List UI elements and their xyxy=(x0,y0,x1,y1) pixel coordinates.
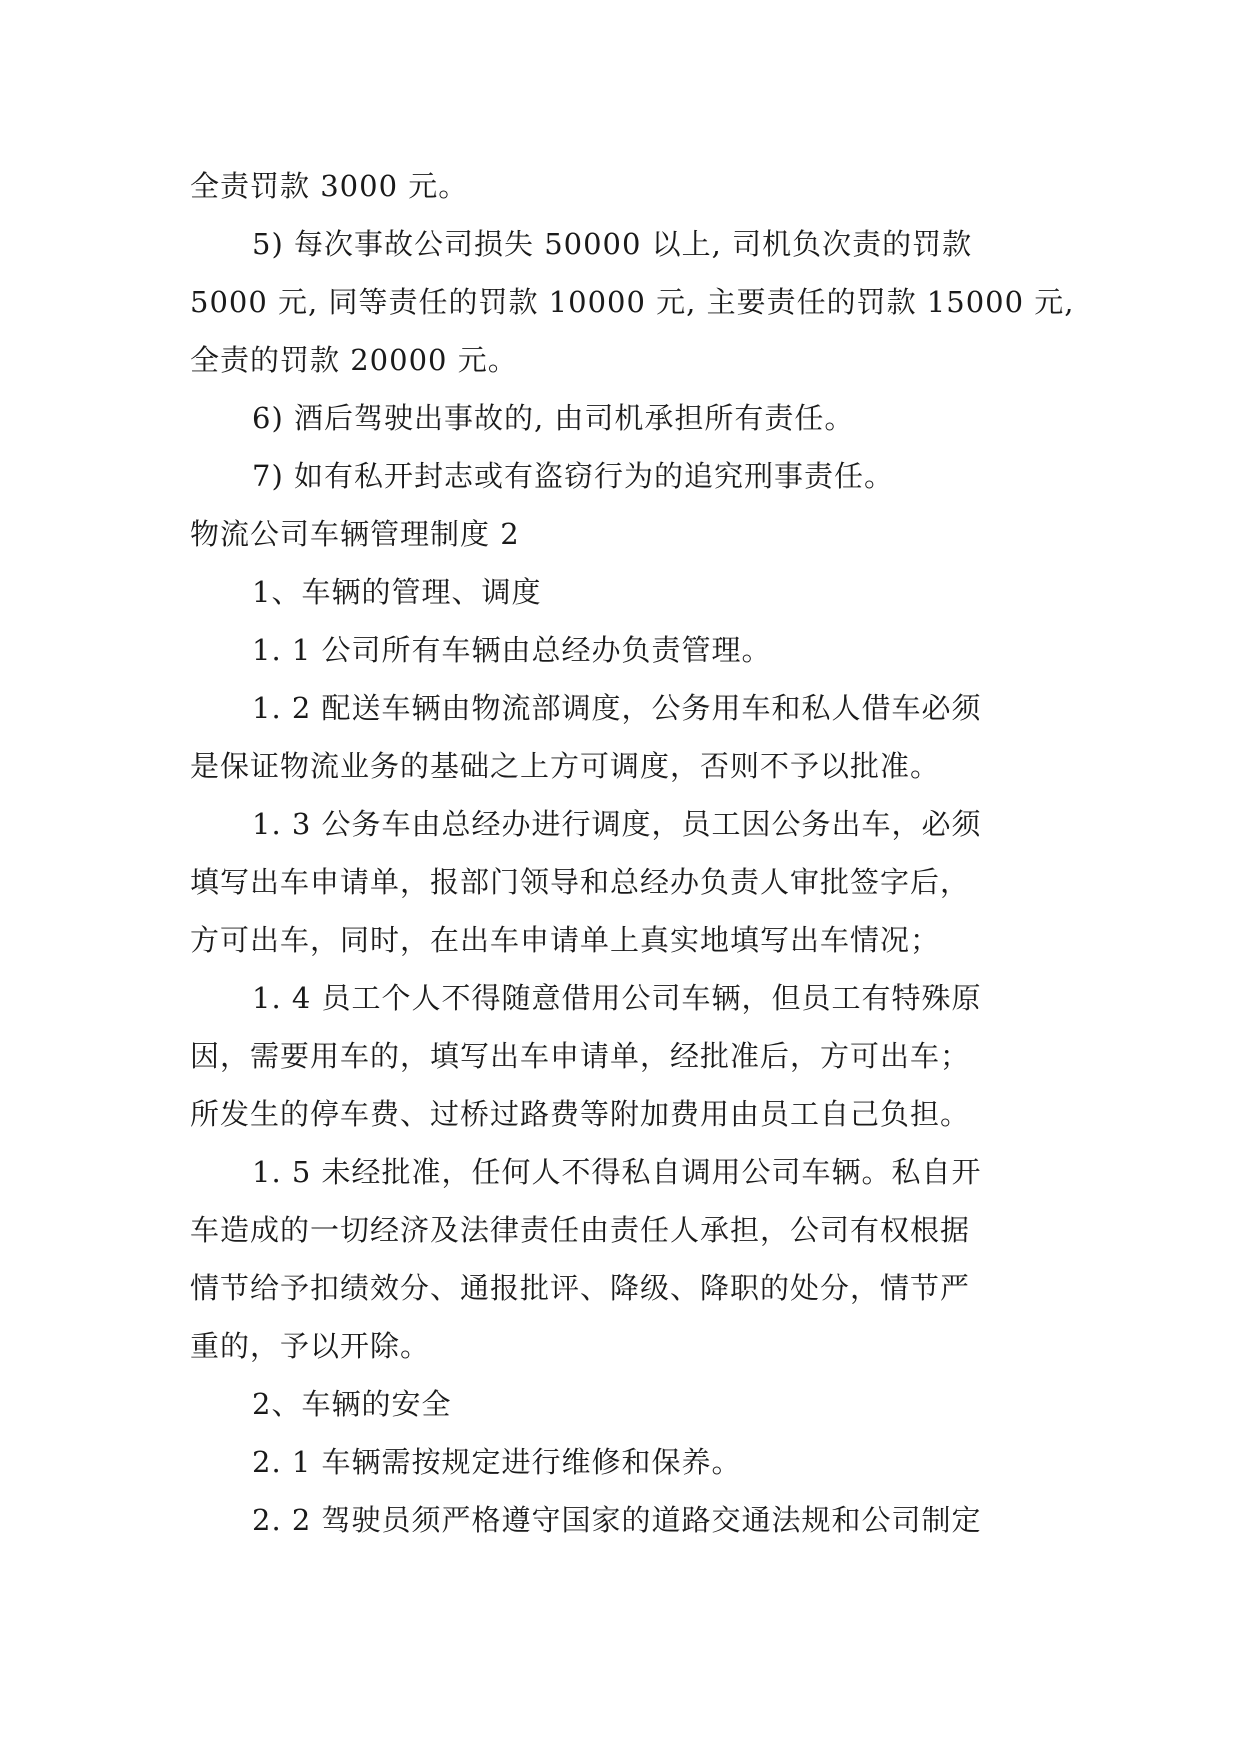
text-line: 1. 4 员工个人不得随意借用公司车辆，但员工有特殊原 xyxy=(252,981,982,1015)
text-line: 5000 元, 同等责任的罚款 10000 元, 主要责任的罚款 15000 元, xyxy=(190,285,1075,319)
text-line: 1. 2 配送车辆由物流部调度，公务用车和私人借车必须 xyxy=(252,691,982,725)
section-heading: 物流公司车辆管理制度 2 xyxy=(190,517,520,551)
text-line: 重的，予以开除。 xyxy=(190,1329,431,1363)
text-line: 2、车辆的安全 xyxy=(252,1387,452,1421)
text-line: 7) 如有私开封志或有盗窃行为的追究刑事责任。 xyxy=(252,459,894,493)
text-line: 是保证物流业务的基础之上方可调度，否则不予以批准。 xyxy=(190,749,941,783)
text-line: 方可出车，同时，在出车申请单上真实地填写出车情况； xyxy=(190,923,941,957)
text-line: 5) 每次事故公司损失 50000 以上, 司机负次责的罚款 xyxy=(252,227,973,261)
text-line: 情节给予扣绩效分、通报批评、降级、降职的处分，情节严 xyxy=(190,1271,971,1305)
text-line: 2. 1 车辆需按规定进行维修和保养。 xyxy=(252,1445,742,1479)
text-line: 车造成的一切经济及法律责任由责任人承担，公司有权根据 xyxy=(190,1213,971,1247)
text-line: 填写出车申请单，报部门领导和总经办负责人审批签字后， xyxy=(190,865,971,899)
text-line: 1. 1 公司所有车辆由总经办负责管理。 xyxy=(252,633,772,667)
text-line: 2. 2 驾驶员须严格遵守国家的道路交通法规和公司制定 xyxy=(252,1503,982,1537)
text-line: 1. 5 未经批准，任何人不得私自调用公司车辆。私自开 xyxy=(252,1155,982,1189)
text-line: 6) 酒后驾驶出事故的, 由司机承担所有责任。 xyxy=(252,401,855,435)
text-line: 因，需要用车的，填写出车申请单，经批准后，方可出车； xyxy=(190,1039,971,1073)
text-line: 所发生的停车费、过桥过路费等附加费用由员工自己负担。 xyxy=(190,1097,971,1131)
text-line: 1. 3 公务车由总经办进行调度，员工因公务出车，必须 xyxy=(252,807,982,841)
text-line: 全责罚款 3000 元。 xyxy=(190,169,469,203)
text-line: 1、车辆的管理、调度 xyxy=(252,575,542,609)
text-line: 全责的罚款 20000 元。 xyxy=(190,343,518,377)
